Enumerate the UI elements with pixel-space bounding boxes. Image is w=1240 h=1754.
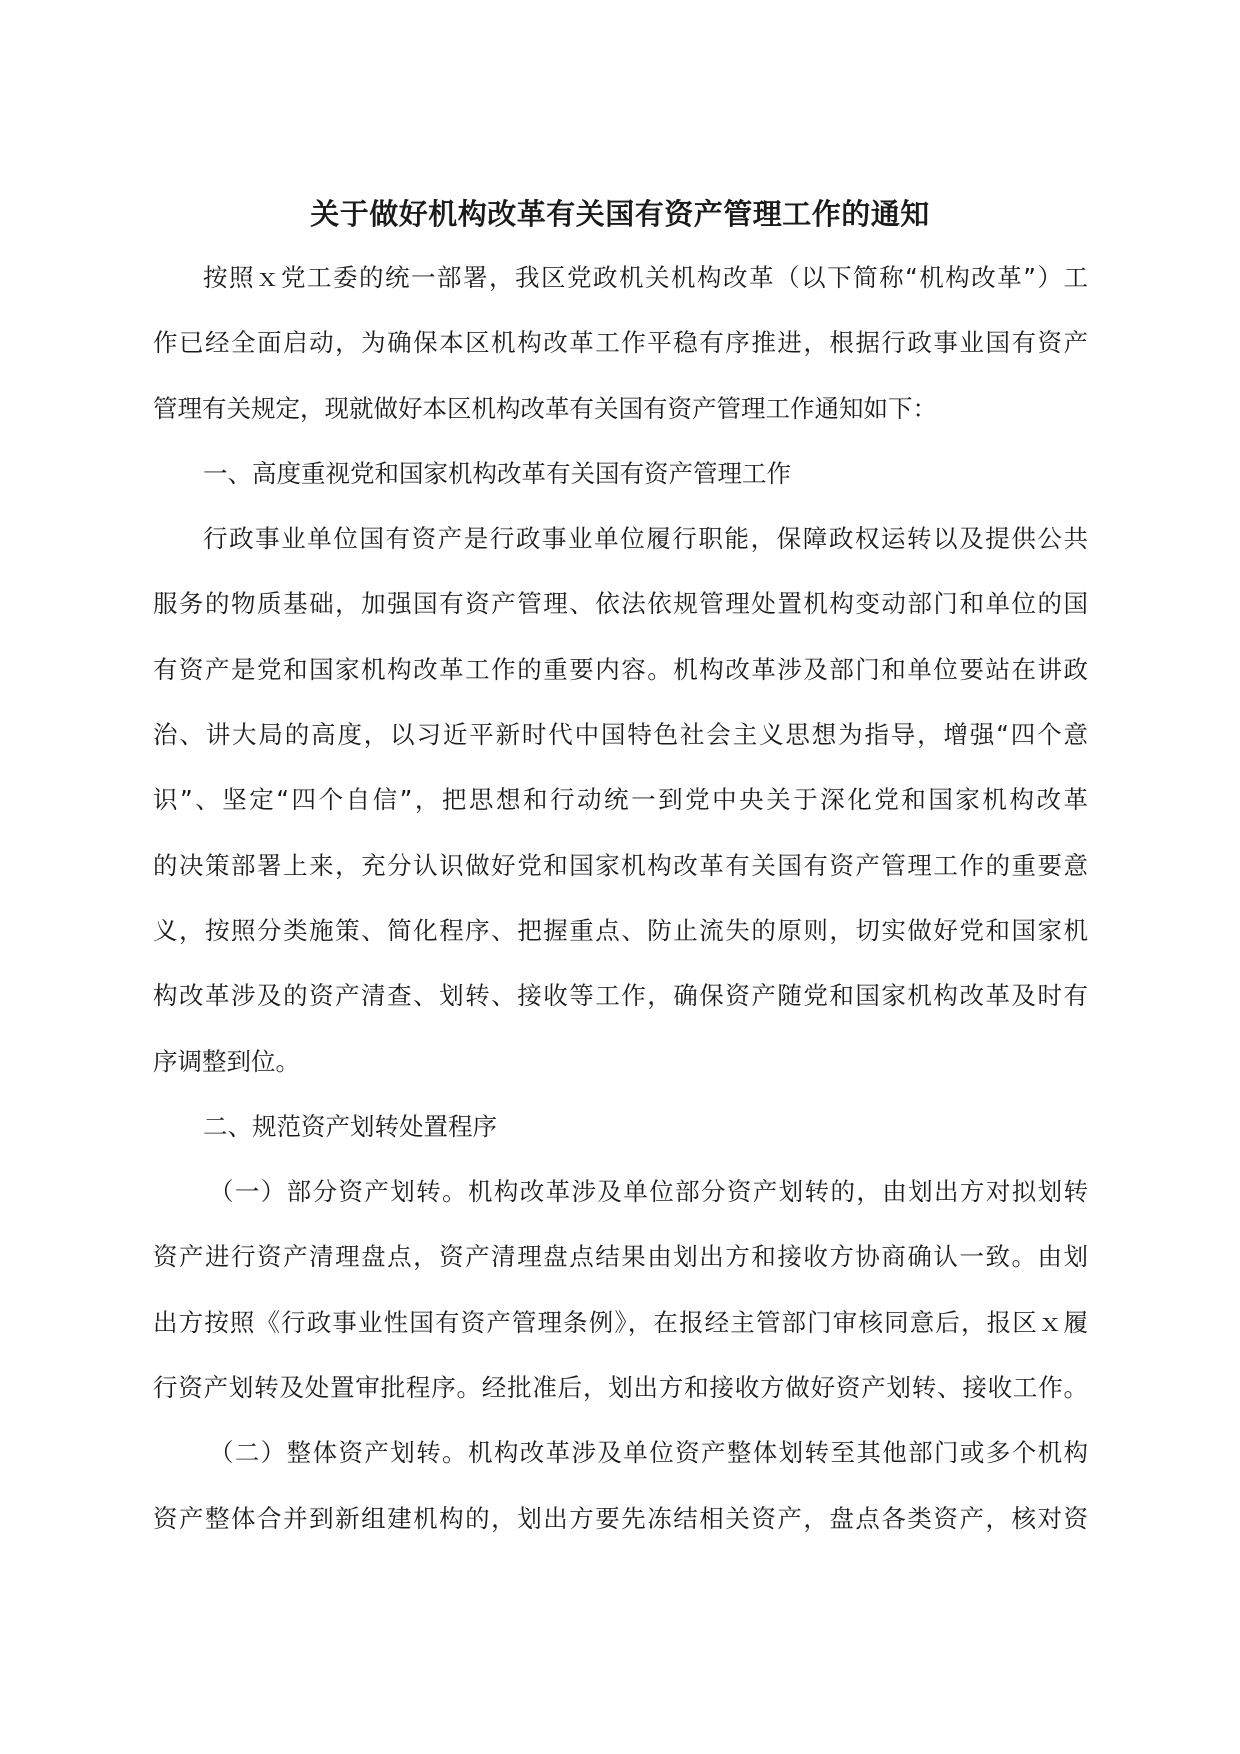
paragraph-line: 识”、坚定“四个自信”，把思想和行动统一到党中央关于深化党和国家机构改革	[153, 785, 1088, 815]
paragraph-line: （一）部分资产划转。机构改革涉及单位部分资产划转的，由划出方对拟划转	[209, 1177, 1088, 1207]
paragraph-line: 有资产是党和国家机构改革工作的重要内容。机构改革涉及部门和单位要站在讲政	[153, 654, 1088, 684]
paragraph-line: 序调整到位。	[153, 1046, 300, 1076]
paragraph-line: 管理有关规定，现就做好本区机构改革有关国有资产管理工作通知如下：	[153, 393, 937, 423]
paragraph-line: 的决策部署上来，充分认识做好党和国家机构改革有关国有资产管理工作的重要意	[153, 850, 1088, 880]
paragraph-line: 构改革涉及的资产清查、划转、接收等工作，确保资产随党和国家机构改革及时有	[153, 981, 1088, 1011]
paragraph-line: （二）整体资产划转。机构改革涉及单位资产整体划转至其他部门或多个机构	[209, 1438, 1088, 1468]
paragraph-line: 出方按照《行政事业性国有资产管理条例》，在报经主管部门审核同意后，报区ｘ履	[153, 1307, 1088, 1337]
section-heading: 二、规范资产划转处置程序	[203, 1111, 497, 1141]
paragraph-line: 治、讲大局的高度，以习近平新时代中国特色社会主义思想为指导，增强“四个意	[153, 720, 1088, 750]
section-heading: 一、高度重视党和国家机构改革有关国有资产管理工作	[203, 458, 791, 488]
paragraph-line: 行政事业单位国有资产是行政事业单位履行职能，保障政权运转以及提供公共	[203, 524, 1088, 554]
document-title: 关于做好机构改革有关国有资产管理工作的通知	[310, 197, 930, 231]
document-body	[153, 255, 1088, 1561]
paragraph-line: 按照ｘ党工委的统一部署，我区党政机关机构改革（以下简称“机构改革”）工	[203, 263, 1088, 292]
paragraph-line: 资产整体合并到新组建机构的，划出方要先冻结相关资产，盘点各类资产，核对资	[153, 1503, 1088, 1533]
paragraph-line: 作已经全面启动，为确保本区机构改革工作平稳有序推进，根据行政事业国有资产	[153, 328, 1088, 358]
paragraph-line: 服务的物质基础，加强国有资产管理、依法依规管理处置机构变动部门和单位的国	[153, 589, 1088, 619]
paragraph-line: 行资产划转及处置审批程序。经批准后，划出方和接收方做好资产划转、接收工作。	[153, 1373, 1088, 1403]
paragraph-line: 资产进行资产清理盘点，资产清理盘点结果由划出方和接收方协商确认一致。由划	[153, 1242, 1088, 1272]
paragraph-line: 义，按照分类施策、简化程序、把握重点、防止流失的原则，切实做好党和国家机	[153, 915, 1088, 945]
